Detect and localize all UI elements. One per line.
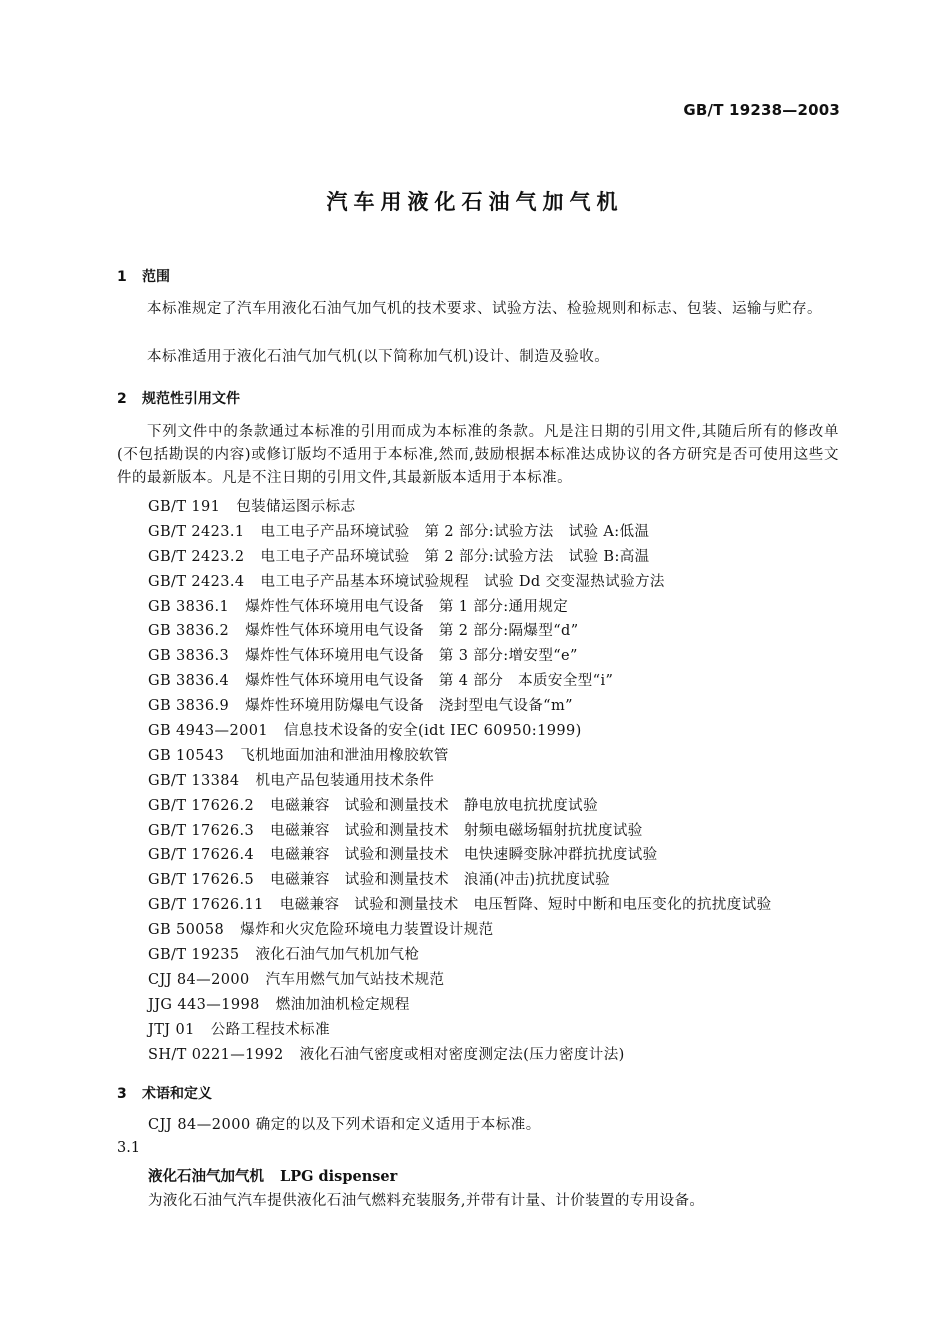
reference-item bbox=[148, 968, 772, 993]
section-title: 范围 bbox=[142, 269, 170, 285]
reference-code: GB/T 2423.1 bbox=[148, 523, 245, 540]
reference-item bbox=[148, 868, 772, 893]
reference-title: 爆炸和火灾危险环境电力装置设计规范 bbox=[240, 922, 494, 939]
reference-title: 电磁兼容 试验和测量技术 静电放电抗扰度试验 bbox=[270, 797, 598, 814]
reference-title: 机电产品包装通用技术条件 bbox=[255, 772, 435, 789]
reference-title: 爆炸性气体环境用电气设备 第 1 部分:通用规定 bbox=[245, 598, 569, 615]
reference-item bbox=[148, 794, 772, 819]
reference-item bbox=[148, 819, 772, 844]
reference-title: 爆炸性气体环境用电气设备 第 3 部分:增安型“e” bbox=[245, 648, 578, 665]
reference-title: 液化石油气密度或相对密度测定法(压力密度计法) bbox=[299, 1046, 625, 1063]
section-1-paragraph-1: 本标准规定了汽车用液化石油气加气机的技术要求、试验方法、检验规则和标志、包装、运输与贮存。 bbox=[147, 301, 822, 317]
normative-references-list bbox=[148, 495, 772, 1067]
reference-code: GB 3836.2 bbox=[148, 623, 230, 640]
reference-item bbox=[148, 719, 772, 744]
reference-title: 电工电子产品基本环境试验规程 试验 Dd 交变湿热试验方法 bbox=[260, 573, 665, 590]
reference-title: 电磁兼容 试验和测量技术 电快速瞬变脉冲群抗扰度试验 bbox=[270, 847, 658, 864]
reference-code: JJG 443—1998 bbox=[148, 996, 260, 1013]
reference-code: GB/T 17626.3 bbox=[148, 822, 255, 839]
section-number: 1 bbox=[117, 269, 127, 285]
reference-item bbox=[148, 993, 772, 1018]
reference-item bbox=[148, 1018, 772, 1043]
reference-item bbox=[148, 744, 772, 769]
reference-code: GB/T 17626.11 bbox=[148, 897, 264, 914]
section-number: 2 bbox=[117, 391, 127, 407]
reference-code: JTJ 01 bbox=[148, 1021, 195, 1038]
document-title: 汽车用液化石油气加气机 bbox=[326, 190, 624, 214]
term-definition: 为液化石油气汽车提供液化石油气燃料充装服务,并带有计量、计价装置的专用设备。 bbox=[148, 1193, 705, 1209]
reference-item bbox=[148, 669, 772, 694]
section-2-heading bbox=[117, 388, 240, 408]
section-title: 规范性引用文件 bbox=[142, 391, 240, 407]
reference-item bbox=[148, 520, 772, 545]
reference-title: 液化石油气加气机加气枪 bbox=[255, 947, 420, 964]
reference-item bbox=[148, 495, 772, 520]
section-1-paragraph-2: 本标准适用于液化石油气加气机(以下简称加气机)设计、制造及验收。 bbox=[147, 349, 610, 365]
reference-item bbox=[148, 694, 772, 719]
reference-code: GB/T 13384 bbox=[148, 772, 240, 789]
section-3-intro: CJJ 84—2000 确定的以及下列术语和定义适用于本标准。 bbox=[148, 1117, 541, 1133]
reference-code: SH/T 0221—1992 bbox=[148, 1046, 284, 1063]
section-number: 3 bbox=[117, 1086, 127, 1102]
term-number: 3.1 bbox=[117, 1140, 141, 1156]
reference-code: GB 10543 bbox=[148, 747, 225, 764]
reference-item bbox=[148, 769, 772, 794]
reference-title: 飞机地面加油和泄油用橡胶软管 bbox=[240, 747, 449, 764]
reference-code: GB 3836.1 bbox=[148, 598, 230, 615]
reference-code: CJJ 84—2000 bbox=[148, 971, 250, 988]
reference-title: 爆炸性气体环境用电气设备 第 4 部分 本质安全型“i” bbox=[245, 673, 614, 690]
term-name-en: LPG dispenser bbox=[280, 1168, 398, 1185]
reference-item bbox=[148, 644, 772, 669]
reference-title: 包装储运图示标志 bbox=[236, 499, 356, 515]
reference-code: GB/T 191 bbox=[148, 499, 221, 515]
reference-item bbox=[148, 545, 772, 570]
section-2-intro: 下列文件中的条款通过本标准的引用而成为本标准的条款。凡是注日期的引用文件,其随后所有的修改单(不包括勘误的内容)或修订版均不适用于本标准,然而,鼓励根据本标准达成协议的各方研究是否可使用这些文件的最新版本。凡是不注日期的引用文件,其最新版本适用于本标准。 bbox=[117, 424, 839, 486]
term-name bbox=[148, 1165, 397, 1186]
reference-item bbox=[148, 893, 772, 918]
reference-code: GB 4943—2001 bbox=[148, 723, 268, 740]
reference-item bbox=[148, 570, 772, 595]
reference-item bbox=[148, 943, 772, 968]
reference-item bbox=[148, 1043, 772, 1068]
reference-title: 爆炸性环境用防爆电气设备 浇封型电气设备“m” bbox=[245, 698, 573, 715]
term-name-zh: 液化石油气加气机 bbox=[148, 1169, 264, 1185]
section-title: 术语和定义 bbox=[142, 1086, 212, 1102]
reference-title: 信息技术设备的安全(idt IEC 60950:1999) bbox=[283, 723, 582, 740]
reference-title: 电工电子产品环境试验 第 2 部分:试验方法 试验 A:低温 bbox=[260, 523, 650, 540]
reference-title: 电磁兼容 试验和测量技术 浪涌(冲击)抗扰度试验 bbox=[270, 872, 611, 889]
reference-code: GB/T 2423.4 bbox=[148, 573, 245, 590]
reference-code: GB/T 17626.2 bbox=[148, 797, 255, 814]
reference-title: 公路工程技术标准 bbox=[210, 1021, 330, 1038]
reference-title: 燃油加油机检定规程 bbox=[275, 996, 410, 1013]
reference-item bbox=[148, 918, 772, 943]
reference-title: 电磁兼容 试验和测量技术 射频电磁场辐射抗扰度试验 bbox=[270, 822, 643, 839]
reference-item bbox=[148, 595, 772, 620]
reference-code: GB/T 19235 bbox=[148, 947, 240, 964]
standard-number: GB/T 19238—2003 bbox=[683, 101, 840, 119]
reference-code: GB 50058 bbox=[148, 922, 225, 939]
reference-code: GB/T 2423.2 bbox=[148, 548, 245, 565]
reference-code: GB/T 17626.4 bbox=[148, 847, 255, 864]
reference-item bbox=[148, 619, 772, 644]
reference-title: 汽车用燃气加气站技术规范 bbox=[265, 971, 445, 988]
reference-code: GB 3836.3 bbox=[148, 648, 230, 665]
section-3-heading bbox=[117, 1083, 212, 1103]
section-1-heading bbox=[117, 266, 170, 286]
reference-title: 电磁兼容 试验和测量技术 电压暂降、短时中断和电压变化的抗扰度试验 bbox=[279, 897, 772, 914]
reference-code: GB/T 17626.5 bbox=[148, 872, 255, 889]
reference-title: 爆炸性气体环境用电气设备 第 2 部分:隔爆型“d” bbox=[245, 623, 579, 640]
reference-code: GB 3836.4 bbox=[148, 673, 230, 690]
reference-item bbox=[148, 843, 772, 868]
reference-code: GB 3836.9 bbox=[148, 698, 230, 715]
reference-title: 电工电子产品环境试验 第 2 部分:试验方法 试验 B:高温 bbox=[260, 548, 650, 565]
